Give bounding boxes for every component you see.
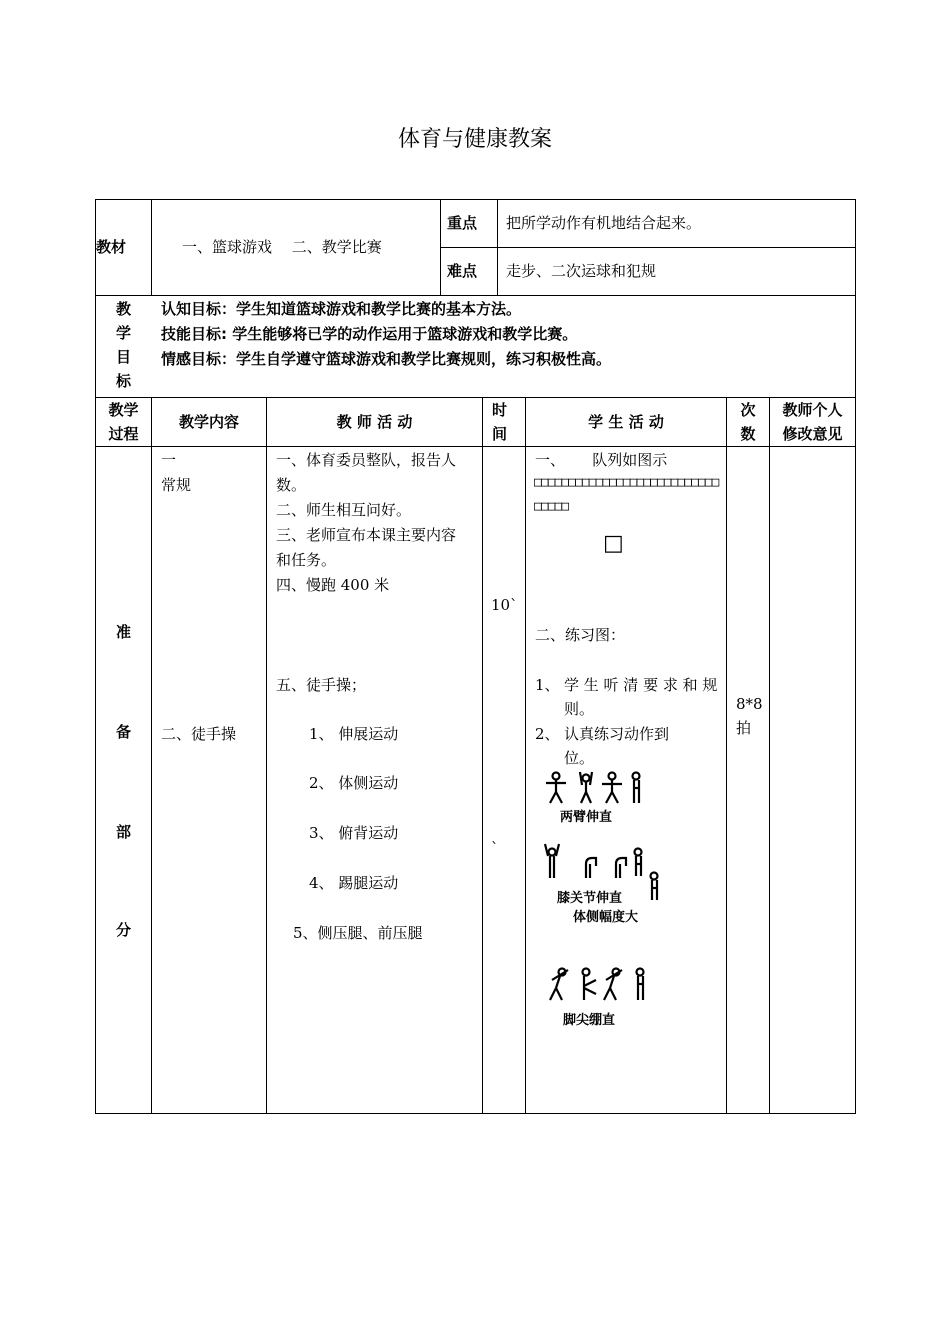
exercise-figures-arms — [542, 770, 652, 806]
header-teacher: 教 师 活 动 — [336, 413, 413, 431]
page-title: 体育与健康教案 — [397, 127, 552, 152]
caption-toes-pointed: 脚尖绷直 — [563, 1013, 616, 1028]
student-formation: 一、 队列如图示 — [535, 451, 668, 469]
formation-marker: □ — [603, 531, 624, 556]
caption-knee-straight: 膝关节伸直 — [557, 891, 623, 906]
nandian-text: 走步、二次运球和犯规 — [506, 262, 657, 280]
header-student: 学 生 活 动 — [588, 413, 664, 431]
student-formation-diagram: □□□□□□□□□□□□□□□□□□□□□□□□□□□□□□□□ — [534, 475, 719, 514]
student-practice-title: 二、练习图： — [535, 626, 626, 644]
time-mark: ` — [491, 839, 499, 857]
zhongdian-label: 重点 — [447, 214, 478, 232]
content-freehand: 二、徒手操 — [161, 725, 237, 743]
content-routine: 常规 — [161, 476, 192, 494]
jiaocai-label: 教材 — [96, 238, 127, 256]
caption-side-range: 体侧幅度大 — [573, 910, 639, 925]
goal-skill: 技能目标: 学生能够将已学的动作运用于篮球游戏和教学比赛。 — [161, 325, 578, 343]
content-routine-num: 一 — [161, 451, 177, 469]
caption-arms-straight: 两臂伸直 — [560, 810, 613, 825]
goal-emotion: 情感目标：学生自学遵守篮球游戏和教学比赛规则，练习积极性高。 — [161, 350, 612, 368]
time-value: 10` — [491, 596, 518, 614]
zhongdian-text: 把所学动作有机地结合起来。 — [506, 214, 702, 232]
header-content: 教学内容 — [178, 413, 239, 431]
goal-cognitive: 认知目标：学生知道篮球游戏和教学比赛的基本方法。 — [161, 300, 522, 318]
nandian-label: 难点 — [447, 262, 478, 280]
exercise-figures-legs — [544, 966, 654, 1004]
jiaocai-content: 一、篮球游戏 二、教学比赛 — [182, 238, 382, 256]
